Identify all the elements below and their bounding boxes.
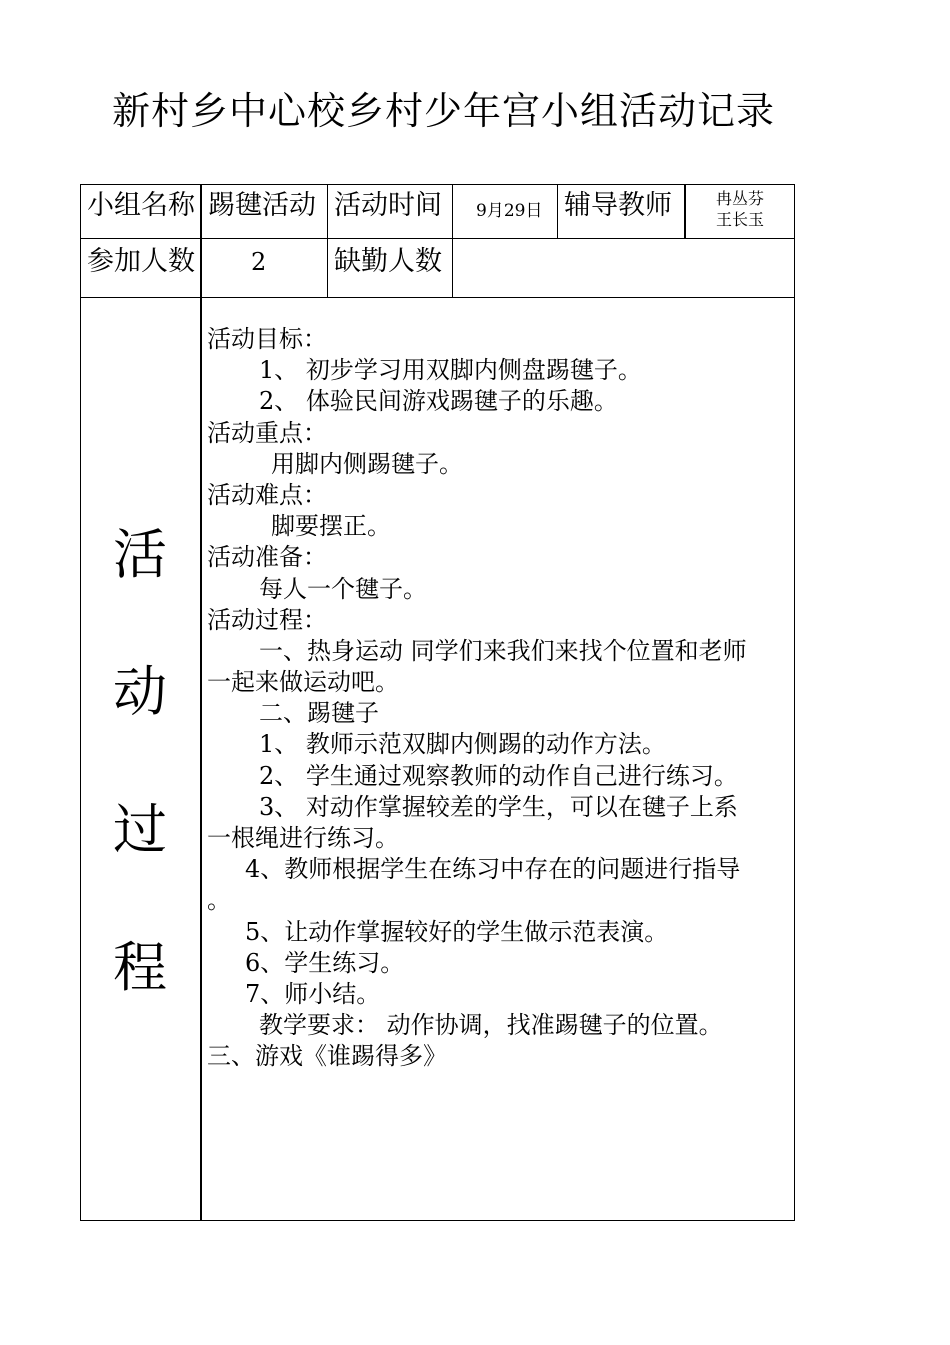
table-border-left <box>80 184 81 1221</box>
content-line: 一、热身运动 同学们来我们来找个位置和老师 <box>259 636 747 665</box>
section-label-char-2: 动 <box>113 660 167 723</box>
content-line: 活动过程： <box>207 605 327 634</box>
content-line: 2、 学生通过观察教师的动作自己进行练习。 <box>259 761 738 790</box>
content-line: 6、学生练习。 <box>245 948 405 977</box>
table-col-divider-4 <box>557 184 558 238</box>
table-row-divider-1 <box>80 238 795 239</box>
content-line: 1、 初步学习用双脚内侧盘踢毽子。 <box>259 356 642 385</box>
teacher-name-1: 冉丛芬 <box>715 189 764 208</box>
content-line: 3、 对动作掌握较差的学生，可以在毽子上系 <box>259 792 738 821</box>
content-line: 每人一个毽子。 <box>259 574 427 603</box>
content-line: 4、教师根据学生在练习中存在的问题进行指导 <box>245 855 741 884</box>
section-label-char-1: 活 <box>113 523 167 586</box>
content-line: 活动准备： <box>207 543 327 572</box>
teacher-names <box>700 188 780 230</box>
content-line: 7、师小结。 <box>245 979 381 1008</box>
content-line: 教学要求： 动作协调，找准踢毽子的位置。 <box>259 1011 723 1040</box>
absent-label: 缺勤人数 <box>334 246 442 277</box>
section-label-char-3: 过 <box>113 798 167 861</box>
participants-value: 2 <box>251 248 267 276</box>
content-line: 5、让动作掌握较好的学生做示范表演。 <box>245 917 669 946</box>
content-line: 二、踢毽子 <box>259 699 379 728</box>
participants-label: 参加人数 <box>87 246 195 277</box>
content-line: 脚要摆正。 <box>271 512 391 541</box>
activity-content <box>207 324 792 1073</box>
content-line: 一起来做运动吧。 <box>207 668 399 697</box>
section-label-char-4: 程 <box>113 936 167 999</box>
teacher-name-2: 王长玉 <box>715 210 764 229</box>
table-col-divider-2 <box>327 184 328 298</box>
group-name-value: 踢毽活动 <box>208 190 316 221</box>
table-border-right <box>794 184 795 1221</box>
content-line: 用脚内侧踢毽子。 <box>271 449 463 478</box>
table-row-divider-2 <box>80 297 795 298</box>
teacher-label: 辅导教师 <box>564 190 672 221</box>
content-line: 2、 体验民间游戏踢毽子的乐趣。 <box>259 387 618 416</box>
group-name-label: 小组名称 <box>87 190 195 221</box>
activity-time-value: 9月29日 <box>476 201 543 221</box>
content-line: 1、 教师示范双脚内侧踢的动作方法。 <box>259 730 666 759</box>
table-col-divider-label <box>200 184 202 1221</box>
table-border-bottom <box>80 1220 795 1221</box>
content-line: 活动目标： <box>207 325 327 353</box>
table-col-divider-3 <box>452 184 453 298</box>
table-col-divider-5 <box>684 184 686 238</box>
activity-time-label: 活动时间 <box>334 190 442 221</box>
content-line: 三、游戏《谁踢得多》 <box>207 1042 447 1071</box>
table-border-top <box>80 184 795 185</box>
content-line: 一根绳进行练习。 <box>207 824 399 852</box>
page-title: 新村乡中心校乡村少年宫小组活动记录 <box>112 89 776 133</box>
content-line: 。 <box>207 886 231 915</box>
content-line: 活动重点： <box>207 418 327 447</box>
content-line: 活动难点： <box>207 480 327 509</box>
